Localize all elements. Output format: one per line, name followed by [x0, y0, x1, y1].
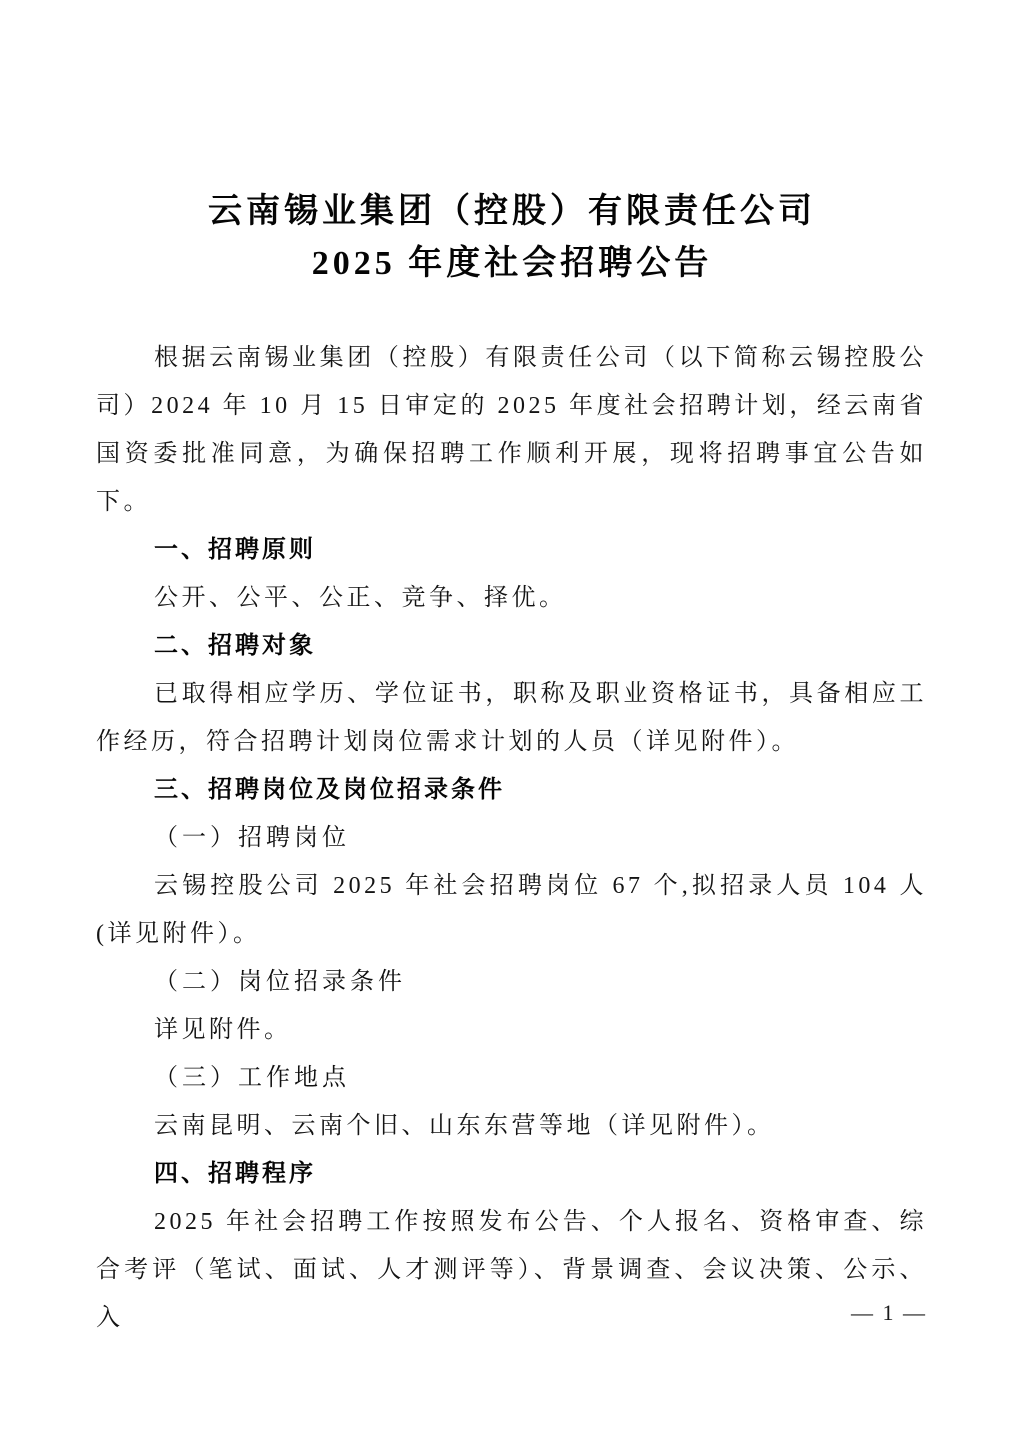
- page-number: — 1 —: [851, 1300, 927, 1325]
- document-title: [0, 0, 1024, 290]
- body-paragraph: 云锡控股公司 2025 年社会招聘岗位 67 个,拟招录人员 104 人(详见附件）。: [96, 873, 927, 947]
- intro-paragraph: 根据云南锡业集团（控股）有限责任公司（以下简称云锡控股公司）2024 年 10 月 15 日审定的 2025 年度社会招聘计划，经云南省国资委批准同意，为确保招聘工作顺利开展，现将招聘事宜公告如下。: [96, 345, 927, 515]
- document-body: [0, 334, 1024, 1342]
- sub-heading-position-conditions: （二）岗位招录条件: [154, 969, 406, 995]
- section-heading-positions-and-conditions: 三、招聘岗位及岗位招录条件: [154, 776, 505, 803]
- sub-heading-work-locations: （三）工作地点: [154, 1065, 350, 1091]
- sub-heading-recruitment-positions: （一）招聘岗位: [154, 825, 350, 851]
- section-heading-recruitment-targets: 二、招聘对象: [154, 632, 316, 659]
- section-heading-recruitment-principles: 一、招聘原则: [154, 536, 316, 563]
- body-paragraph: 公开、公平、公正、竞争、择优。: [154, 585, 567, 611]
- body-paragraph: 详见附件。: [154, 1017, 292, 1043]
- body-paragraph: 2025 年社会招聘工作按照发布公告、个人报名、资格审查、综合考评（笔试、面试、人才测评等）、背景调查、会议决策、公示、入: [96, 1209, 927, 1331]
- document-title-line1: 云南锡业集团（控股）有限责任公司: [208, 193, 816, 230]
- body-paragraph: 云南昆明、云南个旧、山东东营等地（详见附件）。: [154, 1113, 775, 1139]
- body-paragraph: 已取得相应学历、学位证书，职称及职业资格证书，具备相应工作经历，符合招聘计划岗位需求计划的人员（详见附件）。: [96, 681, 927, 755]
- document-title-line2: 2025 年度社会招聘公告: [311, 245, 713, 282]
- section-heading-recruitment-procedure: 四、招聘程序: [154, 1160, 316, 1187]
